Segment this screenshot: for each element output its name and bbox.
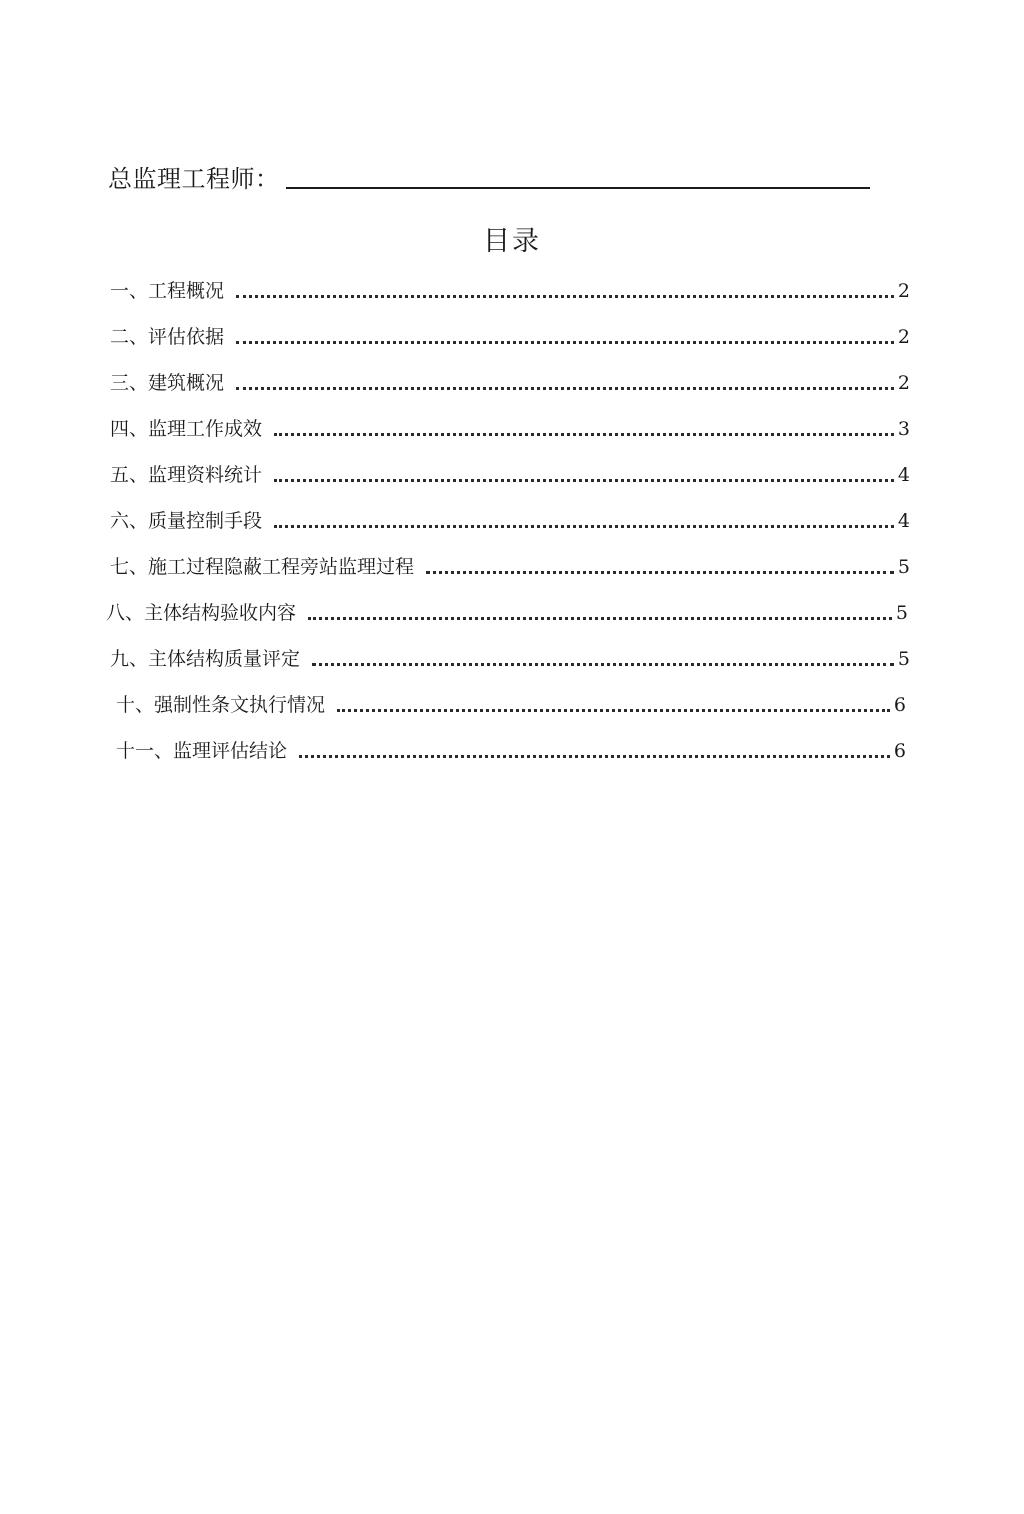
toc-entry-label: 二、评估依据	[110, 326, 225, 348]
toc-entry[interactable]	[116, 734, 906, 764]
toc-dot-leader	[308, 617, 892, 620]
toc-entry[interactable]	[110, 642, 910, 672]
toc-entry-label: 六、质量控制手段	[110, 510, 263, 532]
toc-dot-leader	[312, 663, 894, 666]
signature-blank-underline	[286, 187, 870, 189]
toc-entry-label: 八、主体结构验收内容	[106, 602, 297, 624]
toc-entry-label: 四、监理工作成效	[110, 418, 263, 440]
toc-entry-label: 十、强制性条文执行情况	[116, 694, 326, 716]
toc-page-number: 5	[897, 556, 910, 578]
toc-entry-label: 一、工程概况	[110, 280, 225, 302]
toc-dot-leader	[236, 295, 894, 298]
toc-dot-leader	[337, 709, 890, 712]
toc-page-number: 6	[893, 694, 906, 716]
toc-dot-leader	[274, 525, 894, 528]
toc-dot-leader	[426, 571, 894, 574]
toc-page-number: 2	[897, 280, 910, 302]
toc-dot-leader	[236, 387, 894, 390]
toc-page-number: 4	[897, 464, 910, 486]
toc-page-number: 4	[897, 510, 910, 532]
toc-dot-leader	[274, 433, 894, 436]
toc-entry[interactable]	[110, 366, 910, 396]
toc-entry[interactable]	[110, 412, 910, 442]
toc-page-number: 2	[897, 372, 910, 394]
toc-page-number: 6	[893, 740, 906, 762]
toc-entry[interactable]	[106, 596, 908, 626]
toc-dot-leader	[299, 755, 890, 758]
toc-page-number: 3	[897, 418, 910, 440]
toc-entry-label: 九、主体结构质量评定	[110, 648, 301, 670]
toc-entry-label: 七、施工过程隐蔽工程旁站监理过程	[110, 556, 415, 578]
toc-dot-leader	[236, 341, 894, 344]
toc-entry-label: 五、监理资料统计	[110, 464, 263, 486]
toc-entry[interactable]	[110, 274, 910, 304]
signature-label: 总监理工程师：	[108, 165, 280, 193]
toc-dot-leader	[274, 479, 894, 482]
toc-entry[interactable]	[116, 688, 906, 718]
toc-title: 目录	[483, 226, 541, 257]
chief-supervisor-signature-line	[108, 155, 898, 195]
toc-page-number: 2	[897, 326, 910, 348]
toc-entry[interactable]	[110, 504, 910, 534]
toc-page-number: 5	[897, 648, 910, 670]
toc-entry-label: 三、建筑概况	[110, 372, 225, 394]
toc-page-number: 5	[895, 602, 908, 624]
toc-entry[interactable]	[110, 320, 910, 350]
toc-entry[interactable]	[110, 550, 910, 580]
toc-entry-label: 十一、监理评估结论	[116, 740, 288, 762]
toc-entry[interactable]	[110, 458, 910, 488]
